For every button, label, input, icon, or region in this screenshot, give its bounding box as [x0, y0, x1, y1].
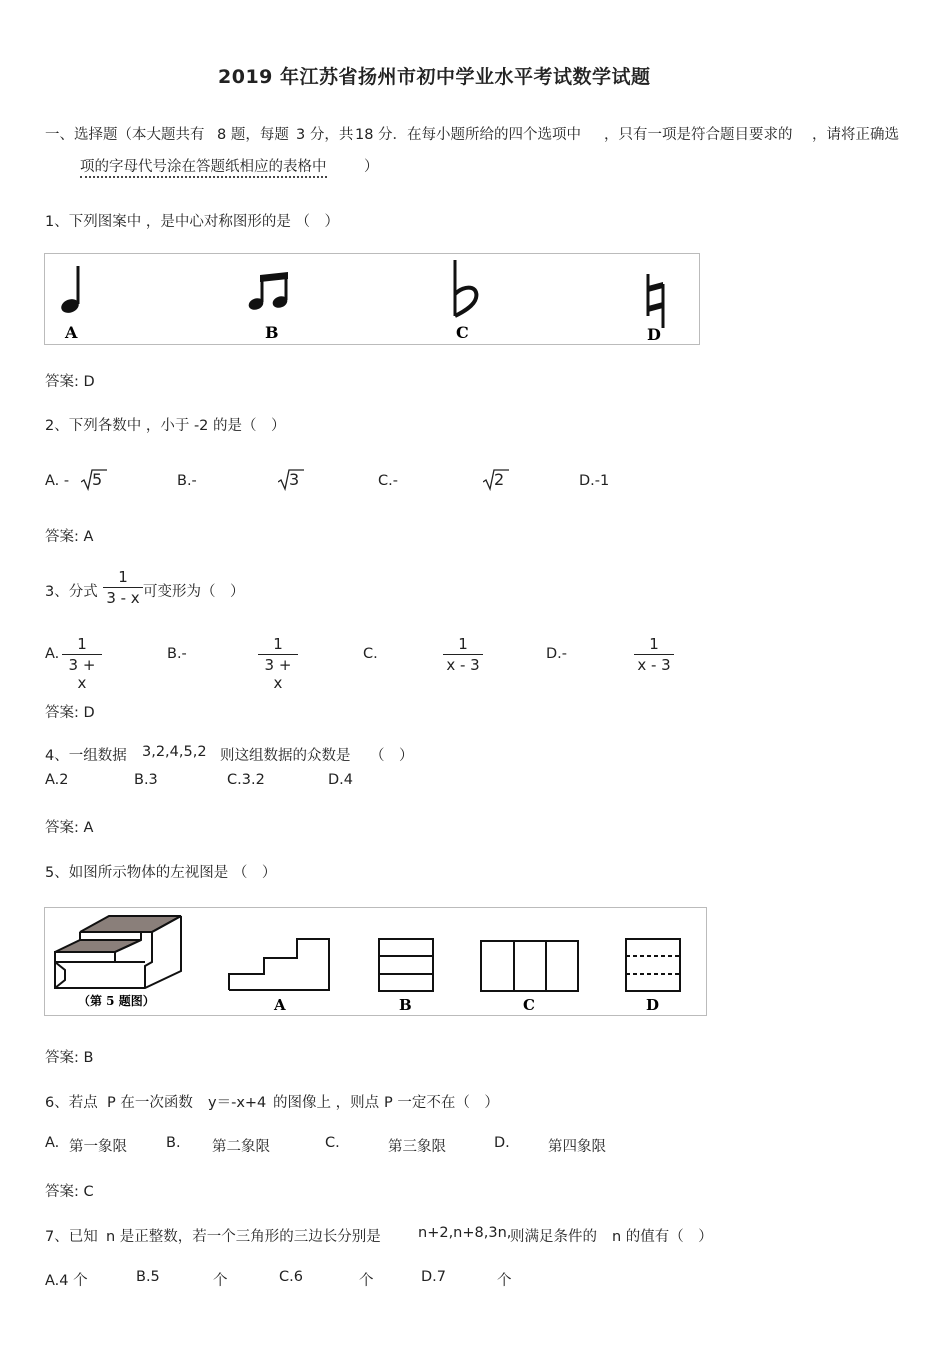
option-c-front-view-icon [481, 941, 578, 991]
q6-stem-part4: 的图像上 ，则点 [273, 1095, 380, 1111]
q1-label-a: A [65, 323, 78, 342]
q2-option-d: D.-1 [579, 473, 610, 489]
q3-stem-fraction: 1 3 - x [103, 568, 143, 607]
q7-option-c: C.6 [279, 1269, 303, 1285]
q7-stem-part1: 7、已知 [45, 1229, 98, 1245]
q7-stem-part2: n 是正整数，若一个三角形的三边长分别是 [106, 1229, 381, 1245]
q2-option-a-radical: 5 [81, 469, 107, 491]
q4-stem-part2: 3,2,4,5,2 [142, 744, 207, 760]
section-header-line2: 项的字母代号涂在答题纸相应的表格中 [80, 155, 327, 178]
q1-stem: 1、下列图案中 ，是中心对称图形的是 （ ） [45, 214, 339, 230]
q5-label-d: D [646, 996, 660, 1014]
q7-option-d: D.7 [421, 1269, 446, 1285]
q6-stem-part1: 6、若点 [45, 1095, 98, 1111]
q2-option-a: A. - [45, 473, 70, 489]
section-header-part3: 3 分，共 [296, 127, 354, 143]
q1-label-d: D [647, 325, 661, 344]
beamed-notes-icon [247, 272, 289, 312]
q2-option-c: C.- [378, 473, 398, 489]
quarter-note-icon [59, 266, 80, 315]
q7-stem-part4: 则满足条件的 [510, 1229, 597, 1245]
q2-stem: 2、下列各数中 ，小于 -2 的是（ ） [45, 418, 286, 434]
q3-option-b-fraction: 1 3 + x [258, 635, 298, 692]
q4-option-d: D.4 [328, 772, 353, 788]
section-header-part5: ，只有一项是符合题目要求的 [604, 127, 793, 143]
q7-stem-part5: n 的值有（ ） [612, 1229, 713, 1245]
q4-option-b: B.3 [134, 772, 158, 788]
option-d-dashed-view-icon [626, 939, 680, 991]
q2-answer: 答案: A [45, 529, 94, 545]
natural-sign-icon [648, 274, 663, 328]
q2-option-b-radical: 3 [278, 469, 304, 491]
staircase-solid-icon [55, 916, 181, 988]
q5-stem: 5、如图所示物体的左视图是 （ ） [45, 865, 277, 881]
q5-answer: 答案: B [45, 1050, 94, 1066]
q2-option-b: B.- [177, 473, 197, 489]
section-header-close: ） [364, 159, 379, 175]
q7-stem-part3: n+2,n+8,3n, [418, 1225, 512, 1241]
q4-stem-part3: 则这组数据的众数是 [220, 748, 351, 764]
q6-option-d-text: 第四象限 [548, 1139, 606, 1155]
q4-option-a: A.2 [45, 772, 69, 788]
q3-option-c-prefix: C. [363, 646, 378, 662]
music-notes-figure [45, 254, 699, 344]
q5-label-a: A [274, 996, 286, 1014]
q6-stem-part5: P 一定不在（ ） [384, 1095, 499, 1111]
q7-option-b-unit: 个 [213, 1273, 228, 1289]
page-title: 2019 年江苏省扬州市初中学业水平考试数学试题 [218, 66, 651, 88]
q4-answer: 答案: A [45, 820, 94, 836]
section-header-part1: 一、选择题（本大题共有 [45, 127, 205, 143]
q7-option-b: B.5 [136, 1269, 160, 1285]
q1-answer: 答案: D [45, 374, 95, 390]
q5-label-c: C [523, 996, 535, 1014]
q6-option-a-text: 第一象限 [69, 1139, 127, 1155]
q3-option-b-prefix: B.- [167, 646, 187, 662]
q3-option-d-prefix: D.- [546, 646, 568, 662]
q5-figure-caption: （第 5 题图） [78, 994, 155, 1008]
q6-option-b-text: 第二象限 [212, 1139, 270, 1155]
q6-option-c-letter: C. [325, 1135, 340, 1151]
q3-option-a-prefix: A. [45, 646, 60, 662]
q6-answer: 答案: C [45, 1184, 94, 1200]
q6-option-c-text: 第三象限 [388, 1139, 446, 1155]
option-a-step-view-icon [229, 939, 329, 990]
q5-label-b: B [399, 996, 412, 1014]
q6-stem-part2: P 在一次函数 [107, 1095, 193, 1111]
q3-stem-suffix: 可变形为（ ） [143, 584, 245, 600]
q6-option-d-letter: D. [494, 1135, 510, 1151]
q3-option-d-fraction: 1 x - 3 [634, 635, 674, 674]
q3-answer: 答案: D [45, 705, 95, 721]
q4-stem-part4: （ ） [370, 748, 414, 764]
q3-stem-prefix: 3、分式 [45, 584, 98, 600]
q6-stem-part3: y＝-x+4 [208, 1095, 267, 1111]
option-b-rect-view-icon [379, 939, 433, 991]
q2-option-c-radical: 2 [483, 469, 509, 491]
section-header-part2: 8 题，每题 [217, 127, 289, 143]
q6-option-b-letter: B. [166, 1135, 181, 1151]
q3-option-a-fraction: 1 3 + x [62, 635, 102, 692]
section-header-part6: ，请将正确选 [812, 127, 899, 143]
q4-stem-part1: 4、一组数据 [45, 748, 127, 764]
q7-option-c-unit: 个 [359, 1273, 374, 1289]
section-header-part4: 18 分．在每小题所给的四个选项中 [355, 127, 582, 143]
q6-option-a-letter: A. [45, 1135, 60, 1151]
flat-sign-icon [455, 260, 476, 316]
q1-label-b: B [265, 323, 279, 342]
q4-option-c: C.3.2 [227, 772, 265, 788]
q1-figure [44, 253, 700, 345]
staircase-views-figure [45, 908, 706, 1015]
q7-option-d-unit: 个 [497, 1273, 512, 1289]
q5-figure [44, 907, 707, 1016]
q7-option-a: A.4 个 [45, 1273, 88, 1289]
q1-label-c: C [456, 323, 469, 342]
q3-option-c-fraction: 1 x - 3 [443, 635, 483, 674]
